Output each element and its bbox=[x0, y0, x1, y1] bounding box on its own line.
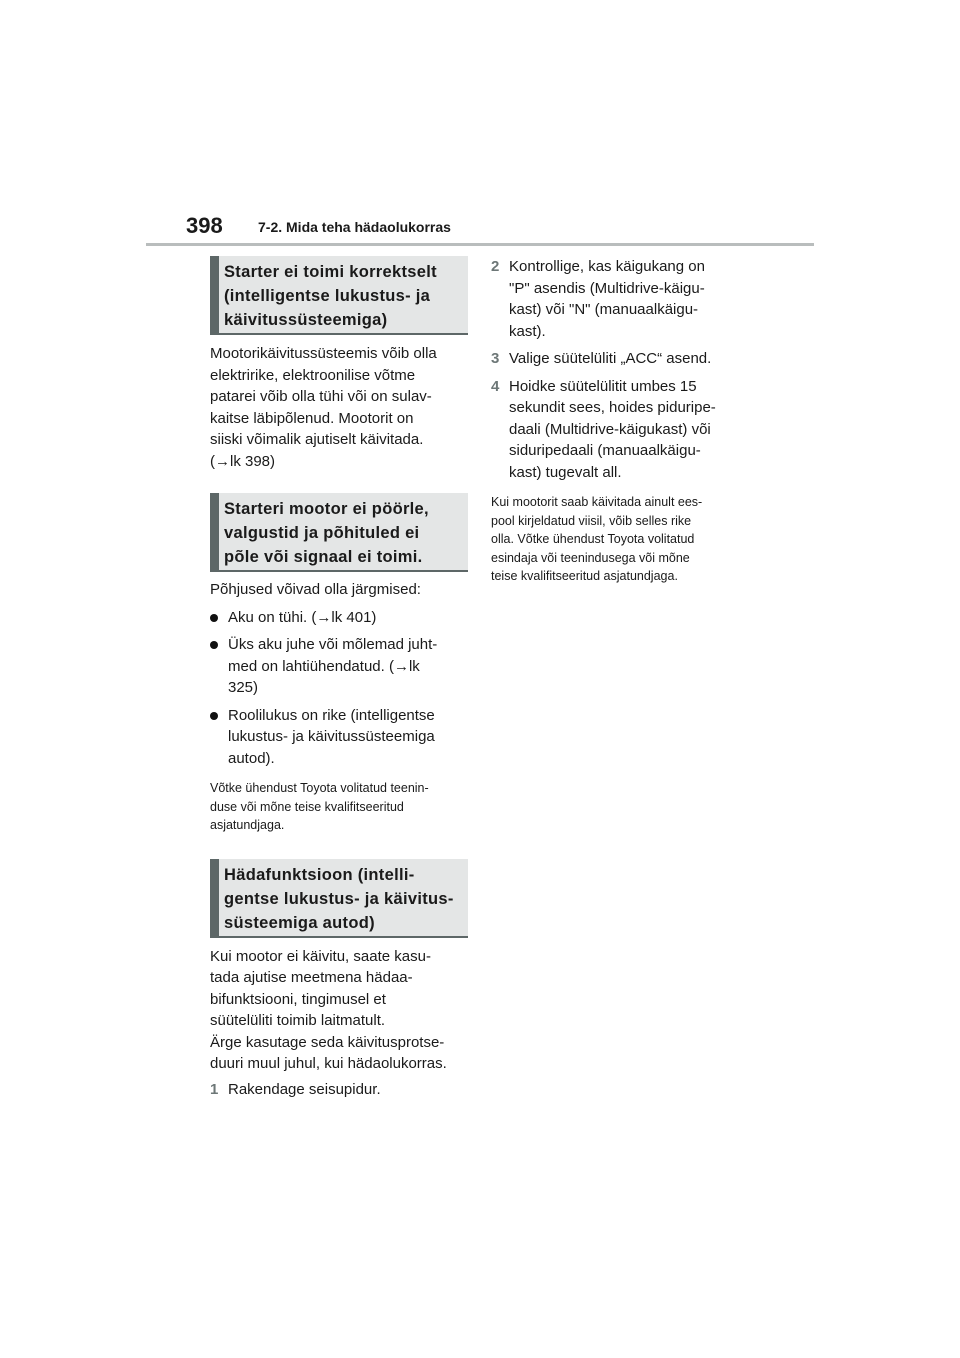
heading-box-starter bbox=[210, 256, 468, 335]
note-engine-fault: Kui mootorit saab käivitada ainult ees- pool kirjeldatud viisil, võib selles rike olla. Võtke ühendust Toyota volitatud esindaja või teenindusega või mõne teise kvalifitseeritud asjatundjaga. bbox=[491, 495, 703, 583]
bullet-dot-icon bbox=[210, 614, 218, 622]
note-contact-service: Võtke ühendust Toyota volitatud teenin- duse või mõne teise kvalifitseeritud asjatundjaga. bbox=[210, 781, 429, 832]
bullet-dot-icon bbox=[210, 712, 218, 720]
bullet-text: Üks aku juhe või mõlemad juht- med on lahtiühendatud. (→lk 325) bbox=[228, 636, 438, 696]
right-column bbox=[491, 256, 751, 586]
page-number: 398 bbox=[186, 213, 223, 238]
step-1 bbox=[210, 1079, 468, 1101]
bullet-item-2 bbox=[210, 634, 468, 699]
bullet-text: Aku on tühi. (→lk 401) bbox=[228, 608, 377, 626]
step-3 bbox=[491, 348, 751, 370]
heading-box-starter-motor bbox=[210, 493, 468, 572]
bullet-item-1 bbox=[210, 607, 468, 629]
step-text: Rakendage seisupidur. bbox=[228, 1080, 381, 1098]
section-title: 7-2. Mida teha hädaolukorras bbox=[258, 219, 451, 235]
heading-starter: Starter ei toimi korrektselt (intelligentse lukustus- ja käivitussüsteemiga) bbox=[224, 263, 437, 329]
paragraph-starter: Mootorikäivitussüsteemis võib olla elektririke, elektroonilise võtme patarei võib olla tühi või on sulav- kaitse läbipõlenud. Mootorit on siiski võimalik ajutiselt käivitada. (→lk 398) bbox=[210, 345, 437, 470]
heading-emergency: Hädafunktsioon (intelli- gentse lukustus- ja käivitus- süsteemiga autod) bbox=[224, 865, 454, 932]
heading-starter-motor: Starteri mootor ei pöörle, valgustid ja põhituled ei põle või signaal ei toimi. bbox=[224, 500, 429, 566]
step-2 bbox=[491, 256, 751, 342]
step-number: 1 bbox=[210, 1080, 219, 1098]
paragraph-emergency: Kui mootor ei käivitu, saate kasu- tada ajutise meetmena hädaa- bifunktsiooni, tingimusel et süütelüliti toimib laitmatult. Ärge kasutage seda käivitusprotse- duuri muul juhul, kui hädaolukorras. bbox=[210, 947, 447, 1072]
heading-box-emergency bbox=[210, 859, 468, 938]
paragraph-causes: Põhjused võivad olla järgmised: bbox=[210, 581, 421, 598]
step-number: 3 bbox=[491, 350, 500, 367]
step-text: Kontrollige, kas käigukang on "P" asendis (Multidrive-käigu- kast) või "N" (manuaalkäigu- kast). bbox=[509, 258, 705, 340]
step-text: Hoidke süütelülitit umbes 15 sekundit sees, hoides piduripe- daali (Multidrive-käigukast) või siduripedaali (manuaalkäigu- kast) tugevalt all. bbox=[509, 377, 716, 481]
step-4 bbox=[491, 376, 751, 484]
step-text: Valige süütelüliti „ACC“ asend. bbox=[509, 350, 712, 367]
step-number: 2 bbox=[491, 258, 500, 275]
bullet-dot-icon bbox=[210, 641, 218, 649]
step-number: 4 bbox=[491, 377, 500, 395]
header-divider bbox=[146, 243, 814, 246]
bullet-text: Roolilukus on rike (intelligentse lukustus- ja käivitussüsteemiga autod). bbox=[228, 706, 435, 767]
bullet-item-3 bbox=[210, 705, 468, 770]
left-column bbox=[210, 256, 468, 1100]
